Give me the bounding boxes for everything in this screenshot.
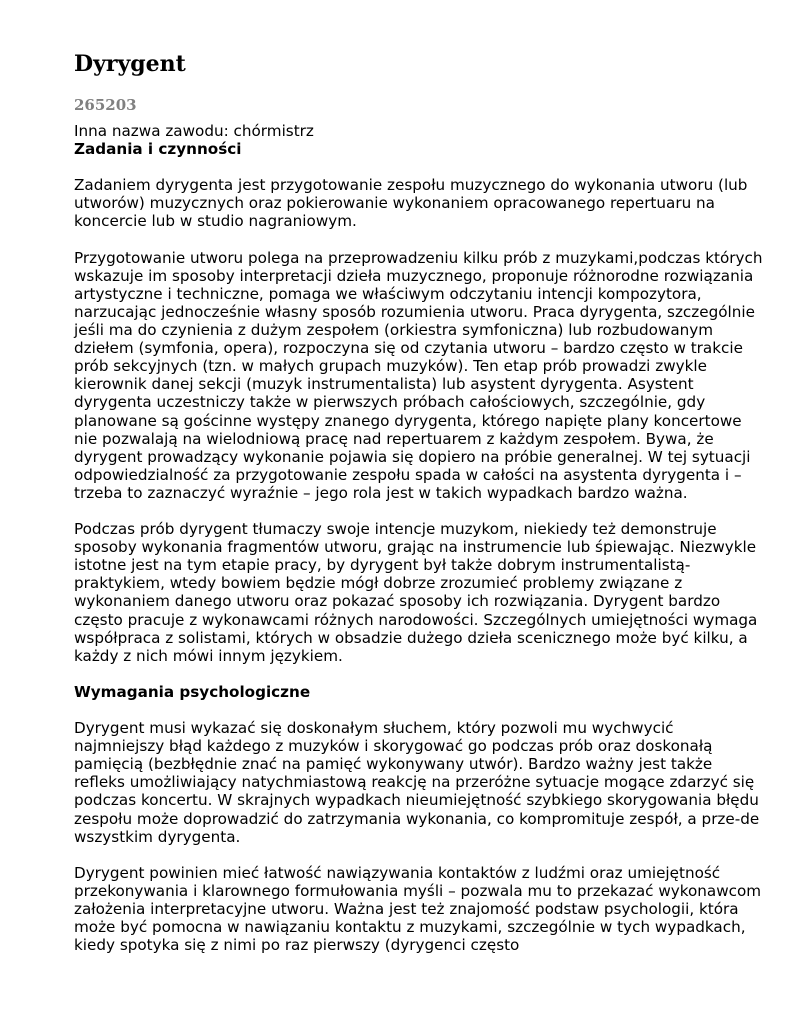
document-page xyxy=(74,50,764,954)
alternative-name: Inna nazwa zawodu: chórmistrz xyxy=(74,122,314,140)
paragraph: Dyrygent musi wykazać się doskonałym słuchem, który pozwoli mu wychwycić najmniejszy błąd każdego z muzyków i skorygować go podczas prób oraz doskonałą pamięcią (bezbłędnie znać na pamięć wykonywany utwór). Bardzo ważny jest także refleks umożliwiający natychmiastową reakcję na przeróżne sytuacje mogące zdarzyć się podczas koncertu. W skrajnych wypadkach nieumiejętność szybkiego skorygowania błędu zespołu może doprowadzić do zatrzymania wykonania, co kompromituje zespół, a prze-de wszystkim dyrygenta. xyxy=(74,719,760,846)
paragraph: Dyrygent powinien mieć łatwość nawiązywania kontaktów z ludźmi oraz umiejętność przekonywania i klarownego formułowania myśli – pozwala mu to przekazać wykonawcom założenia interpretacyjne utworu. Ważna jest też znajomość podstaw psychologii, która może być pomocna w nawiązaniu kontaktu z muzykami, szczególnie w tych wypadkach, kiedy spotyka się z nimi po raz pierwszy (dyrygenci często xyxy=(74,863,762,955)
paragraph: Podczas prób dyrygent tłumaczy swoje intencje muzykom, niekiedy też demonstruje sposoby wykonania fragmentów utworu, grając na instrumencie lub śpiewając. Niezwykle istotne jest na tym etapie pracy, by dyrygent był także dobrym instrumentalistą-praktykiem, wtedy bowiem będzie mógł dobrze zrozumieć problemy związane z wykonaniem danego utworu oraz pokazać sposoby ich rozwiązania. Dyrygent bardzo często pracuje z wykonawcami różnych narodowości. Szczególnych umiejętności wymaga współpraca z solistami, których w obsadzie dużego dzieła scenicznego może być kilku, a każdy z nich mówi innym językiem. xyxy=(74,520,758,665)
document-title: Dyrygent xyxy=(74,51,186,77)
section-heading-psychological-requirements: Wymagania psychologiczne xyxy=(74,682,311,701)
occupation-code: 265203 xyxy=(74,96,137,114)
paragraph: Przygotowanie utworu polega na przeprowadzeniu kilku prób z muzykami,podczas których wskazuje im sposoby interpretacji dzieła muzycznego, proponuje różnorodne rozwiązania artystyczne i techniczne, pomaga we właściwym odczytaniu intencji kompozytora, narzucając jednocześnie własny sposób rozumienia utworu. Praca dyrygenta, szczególnie jeśli ma do czynienia z dużym zespołem (orkiestra symfoniczna) lub rozbudowanym dziełem (symfonia, opera), rozpoczyna się od czytania utworu – bardzo często w trakcie prób sekcyjnych (tzn. w małych grupach muzyków). Ten etap prób prowadzi zwykle kierownik danej sekcji (muzyk instrumentalista) lub asystent dyrygenta. Asystent dyrygenta uczestniczy także w pierwszych próbach całościowych, szczególnie, gdy planowane są gościnne występy znanego dyrygenta, którego napięte plany koncertowe nie pozwalają na wielodniową pracę nad repertuarem z każdym zespołem. Bywa, że dyrygent prowadzący wykonanie pojawia się dopiero na próbie generalnej. W tej sytuacji odpowiedzialność za przygotowanie zespołu spada w całości na asystenta dyrygenta i – trzeba to zaznaczyć wyraźnie – jego rola jest w takich wypadkach bardzo ważna. xyxy=(74,248,763,502)
paragraph: Zadaniem dyrygenta jest przygotowanie zespołu muzycznego do wykonania utworu (lub utworów) muzycznych oraz pokierowanie wykonaniem opracowanego repertuaru na koncercie lub w studio nagraniowym. xyxy=(74,176,748,231)
section-heading-tasks: Zadania i czynności xyxy=(74,140,242,159)
